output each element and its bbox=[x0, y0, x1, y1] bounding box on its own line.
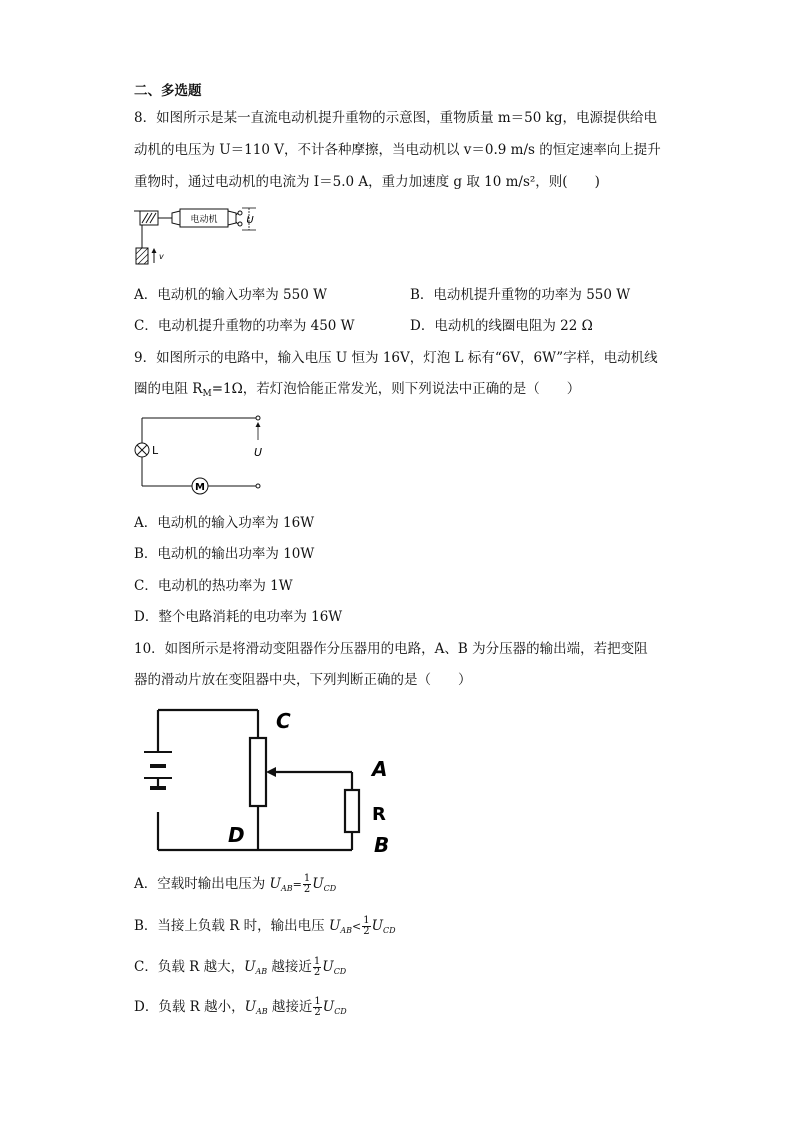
label-b: B bbox=[374, 833, 390, 857]
q9-line-1: 9．如图所示的电路中，输入电压 U 恒为 16V，灯泡 L 标有“6V，6W”字样，电动机线 bbox=[134, 350, 658, 366]
velocity-label: v bbox=[159, 252, 164, 261]
q10-line-2: 器的滑动片放在变阻器中央，下列判断正确的是（ ） bbox=[134, 672, 472, 688]
math-sub-cd: CD bbox=[383, 926, 396, 935]
q9-line-2-sub: M bbox=[202, 389, 212, 399]
math-u: U bbox=[322, 999, 335, 1015]
math-u: U bbox=[244, 999, 256, 1015]
frac-num: 1 bbox=[313, 956, 321, 967]
q8-option-d: D．电动机的线圈电阻为 22 Ω bbox=[410, 318, 593, 334]
math-sub-ab: AB bbox=[255, 1007, 268, 1016]
q9-line-2-text: 圈的电阻 R bbox=[134, 381, 203, 397]
q9-option-d: D．整个电路消耗的电功率为 16W bbox=[134, 609, 343, 625]
frac-num: 1 bbox=[314, 996, 321, 1007]
q9-option-b: B．电动机的输出功率为 10W bbox=[134, 546, 315, 562]
math-u: U bbox=[244, 959, 256, 975]
q9-circuit-figure bbox=[132, 410, 272, 495]
fraction-half bbox=[303, 874, 311, 895]
frac-num: 1 bbox=[363, 915, 370, 926]
math-eq: = bbox=[292, 878, 302, 891]
q10-option-b bbox=[134, 916, 396, 941]
q10-option-d-suffix: 越接近 bbox=[267, 999, 313, 1015]
voltage-label: U bbox=[254, 446, 263, 459]
q8-option-c: C．电动机提升重物的功率为 450 W bbox=[134, 318, 355, 334]
q8-line-3: 重物时，通过电动机的电流为 I＝5.0 A，重力加速度 g 取 10 m/s²，则( ) bbox=[134, 174, 600, 190]
fraction-half bbox=[313, 997, 321, 1018]
q10-option-b-text: B．当接上负载 R 时，输出电压 bbox=[134, 918, 329, 934]
math-u: U bbox=[328, 918, 341, 934]
q8-option-a: A．电动机的输入功率为 550 W bbox=[134, 287, 327, 303]
math-u: U bbox=[312, 876, 324, 892]
math-sub-cd: CD bbox=[334, 1007, 347, 1016]
frac-den: 2 bbox=[303, 884, 311, 895]
motor-label: 电动机 bbox=[190, 215, 218, 225]
q9-option-c: C．电动机的热功率为 1W bbox=[134, 578, 293, 594]
math-sub-ab: AB bbox=[340, 926, 353, 935]
q9-option-a: A．电动机的输入功率为 16W bbox=[134, 515, 315, 531]
fraction-half bbox=[362, 916, 370, 937]
q10-option-c bbox=[134, 957, 346, 982]
label-a: A bbox=[372, 757, 388, 781]
math-sub-ab: AB bbox=[255, 967, 268, 976]
frac-den: 2 bbox=[314, 1007, 321, 1018]
math-sub-cd: CD bbox=[323, 884, 337, 893]
frac-den: 2 bbox=[313, 967, 321, 978]
q9-line-2 bbox=[134, 379, 580, 404]
q8-line-1: 8．如图所示是某一直流电动机提升重物的示意图，重物质量 m＝50 kg，电源提供给电 bbox=[134, 110, 657, 126]
math-lt: < bbox=[352, 920, 362, 933]
q10-option-c-text: C．负载 R 越大， bbox=[134, 959, 245, 975]
q8-motor-figure bbox=[132, 203, 262, 268]
q10-option-a bbox=[134, 874, 336, 899]
q9-line-2-rest: =1Ω，若灯泡恰能正常发光，则下列说法中正确的是（ ） bbox=[211, 381, 581, 397]
q10-divider-circuit bbox=[140, 700, 400, 860]
math-u: U bbox=[322, 959, 334, 975]
q8-option-b: B．电动机提升重物的功率为 550 W bbox=[410, 287, 631, 303]
math-u: U bbox=[269, 876, 281, 892]
frac-num: 1 bbox=[303, 873, 311, 884]
label-r: R bbox=[372, 804, 386, 825]
voltage-label: U bbox=[246, 215, 254, 226]
math-sub-ab: AB bbox=[280, 884, 293, 893]
section-title: 二、多选题 bbox=[134, 83, 202, 99]
q10-option-a-text: A．空载时输出电压为 bbox=[134, 876, 270, 892]
q10-line-1: 10．如图所示是将滑动变阻器作分压器用的电路，A、B 为分压器的输出端，若把变阻 bbox=[134, 641, 648, 657]
q8-line-2: 动机的电压为 U＝110 V，不计各种摩擦，当电动机以 v＝0.9 m/s 的恒定速率向上提升 bbox=[134, 142, 661, 158]
math-sub-cd: CD bbox=[333, 967, 347, 976]
q10-option-c-suffix: 越接近 bbox=[267, 959, 312, 975]
fraction-half bbox=[313, 957, 321, 978]
q10-option-d-text: D．负载 R 越小， bbox=[134, 999, 245, 1015]
math-u: U bbox=[371, 918, 383, 934]
q10-option-d bbox=[134, 997, 347, 1022]
label-c: C bbox=[276, 709, 291, 733]
label-d: D bbox=[228, 823, 245, 847]
lamp-label: L bbox=[152, 444, 159, 457]
frac-den: 2 bbox=[363, 926, 370, 937]
motor-symbol: M bbox=[195, 482, 205, 493]
